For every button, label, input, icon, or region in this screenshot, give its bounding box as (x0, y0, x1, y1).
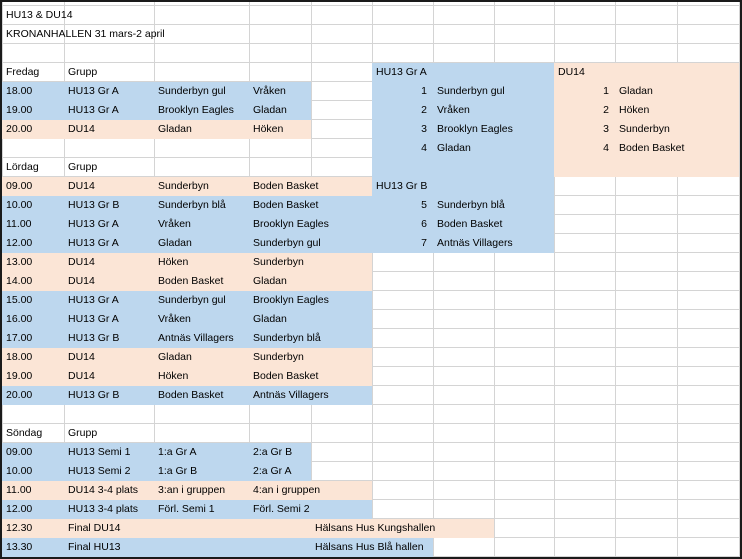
sunday-match-home-team[interactable]: 3:an i gruppen (158, 484, 226, 496)
group-title-du14[interactable]: DU14 (558, 66, 585, 78)
sunday-match-away-team[interactable]: 4:an i gruppen (253, 484, 321, 496)
group-hu13_a-team-name[interactable]: Brooklyn Eagles (437, 123, 513, 135)
group-du14-team-name[interactable]: Sunderbyn (619, 123, 670, 135)
group-hu13_a-team-name[interactable]: Vråken (437, 104, 470, 116)
friday-match-away-team[interactable]: Höken (253, 123, 284, 135)
sunday-match-time[interactable]: 12.00 (6, 503, 33, 515)
group-header-friday[interactable]: Grupp (68, 66, 98, 78)
saturday-match-home-team[interactable]: Vråken (158, 313, 191, 325)
sheet-title[interactable]: HU13 & DU14 (6, 9, 73, 21)
saturday-match-group[interactable]: HU13 Gr A (68, 313, 119, 325)
saturday-match-time[interactable]: 09.00 (6, 180, 33, 192)
group-hu13_a-team-name[interactable]: Sunderbyn gul (437, 85, 505, 97)
group-header-saturday[interactable]: Grupp (68, 161, 98, 173)
saturday-match-group[interactable]: HU13 Gr A (68, 237, 119, 249)
group-hu13_a-team-number[interactable]: 4 (421, 142, 427, 154)
sunday-match-time[interactable]: 13.30 (6, 541, 33, 553)
group-hu13_b-team-number[interactable]: 7 (421, 237, 427, 249)
saturday-match-away-team[interactable]: Sunderbyn (253, 256, 304, 268)
saturday-match-home-team[interactable]: Gladan (158, 237, 192, 249)
group-title-hu13-b[interactable]: HU13 Gr B (376, 180, 428, 192)
spreadsheet (2, 2, 740, 557)
sunday-match-group[interactable]: HU13 Semi 1 (68, 446, 131, 458)
saturday-match-home-team[interactable]: Vråken (158, 218, 191, 230)
sunday-match-time[interactable]: 10.00 (6, 465, 33, 477)
saturday-match-group[interactable]: HU13 Gr B (68, 389, 120, 401)
friday-match-time[interactable]: 20.00 (6, 123, 33, 135)
sunday-match-group[interactable]: Final DU14 (68, 522, 121, 534)
sunday-match-group[interactable]: DU14 3-4 plats (68, 484, 139, 496)
day-header-saturday[interactable]: Lördag (6, 161, 39, 173)
friday-match-time[interactable]: 18.00 (6, 85, 33, 97)
sunday-match-away-team[interactable]: 2:a Gr B (253, 446, 293, 458)
saturday-match-away-team[interactable]: Boden Basket (253, 370, 319, 382)
saturday-match-home-team[interactable]: Sunderbyn gul (158, 294, 226, 306)
saturday-match-time[interactable]: 19.00 (6, 370, 33, 382)
saturday-match-group[interactable]: DU14 (68, 256, 95, 268)
group-hu13_a-team-number[interactable]: 3 (421, 123, 427, 135)
sunday-match-group[interactable]: HU13 Semi 2 (68, 465, 131, 477)
saturday-match-home-team[interactable]: Antnäs Villagers (158, 332, 234, 344)
group-hu13_a-team-name[interactable]: Gladan (437, 142, 471, 154)
saturday-match-group[interactable]: DU14 (68, 180, 95, 192)
sunday-match-group[interactable]: Final HU13 (68, 541, 121, 553)
sunday-match-venue[interactable]: Hälsans Hus Kungshallen (315, 522, 436, 534)
saturday-match-group[interactable]: HU13 Gr A (68, 294, 119, 306)
saturday-match-time[interactable]: 16.00 (6, 313, 33, 325)
friday-match-group[interactable]: DU14 (68, 123, 95, 135)
friday-match-away-team[interactable]: Gladan (253, 104, 287, 116)
saturday-match-time[interactable]: 18.00 (6, 351, 33, 363)
friday-match-home-team[interactable]: Sunderbyn gul (158, 85, 226, 97)
friday-match-group[interactable]: HU13 Gr A (68, 104, 119, 116)
saturday-match-time[interactable]: 12.00 (6, 237, 33, 249)
saturday-match-home-team[interactable]: Höken (158, 370, 189, 382)
day-header-friday[interactable]: Fredag (6, 66, 40, 78)
group-du14-team-name[interactable]: Höken (619, 104, 650, 116)
saturday-match-time[interactable]: 14.00 (6, 275, 33, 287)
group-hu13_b-team-name[interactable]: Boden Basket (437, 218, 503, 230)
saturday-match-home-team[interactable]: Boden Basket (158, 275, 224, 287)
sunday-match-time[interactable]: 09.00 (6, 446, 33, 458)
group-hu13_b-team-number[interactable]: 6 (421, 218, 427, 230)
saturday-match-home-team[interactable]: Gladan (158, 351, 192, 363)
group-hu13_b-team-number[interactable]: 5 (421, 199, 427, 211)
saturday-match-group[interactable]: DU14 (68, 351, 95, 363)
friday-match-home-team[interactable]: Brooklyn Eagles (158, 104, 234, 116)
saturday-match-time[interactable]: 20.00 (6, 389, 33, 401)
saturday-match-group[interactable]: HU13 Gr A (68, 218, 119, 230)
friday-match-time[interactable]: 19.00 (6, 104, 33, 116)
saturday-match-home-team[interactable]: Höken (158, 256, 189, 268)
sunday-match-away-team[interactable]: 2:a Gr A (253, 465, 292, 477)
group-header-sunday[interactable]: Grupp (68, 427, 98, 439)
sunday-match-away-team[interactable]: Förl. Semi 2 (253, 503, 310, 515)
sheet-subtitle[interactable]: KRONANHALLEN 31 mars-2 april (6, 28, 165, 40)
saturday-match-home-team[interactable]: Boden Basket (158, 389, 224, 401)
group-du14-team-name[interactable]: Gladan (619, 85, 653, 97)
group-du14-team-name[interactable]: Boden Basket (619, 142, 685, 154)
group-du14-team-number[interactable]: 4 (603, 142, 609, 154)
friday-match-group[interactable]: HU13 Gr A (68, 85, 119, 97)
group-hu13_b-team-name[interactable]: Antnäs Villagers (437, 237, 513, 249)
sunday-match-home-team[interactable]: 1:a Gr A (158, 446, 197, 458)
saturday-match-away-team[interactable]: Boden Basket (253, 180, 319, 192)
group-du14-team-number[interactable]: 1 (603, 85, 609, 97)
saturday-match-away-team[interactable]: Antnäs Villagers (253, 389, 329, 401)
saturday-match-group[interactable]: HU13 Gr B (68, 332, 120, 344)
saturday-match-away-team[interactable]: Brooklyn Eagles (253, 218, 329, 230)
saturday-match-home-team[interactable]: Sunderbyn blå (158, 199, 226, 211)
group-hu13_a-team-number[interactable]: 2 (421, 104, 427, 116)
saturday-match-away-team[interactable]: Sunderbyn blå (253, 332, 321, 344)
group-title-hu13-a[interactable]: HU13 Gr A (376, 66, 427, 78)
saturday-match-time[interactable]: 10.00 (6, 199, 33, 211)
group-hu13_b-team-name[interactable]: Sunderbyn blå (437, 199, 505, 211)
saturday-match-time[interactable]: 17.00 (6, 332, 33, 344)
group-hu13_a-team-number[interactable]: 1 (421, 85, 427, 97)
friday-match-home-team[interactable]: Gladan (158, 123, 192, 135)
saturday-match-away-team[interactable]: Sunderbyn (253, 351, 304, 363)
saturday-match-home-team[interactable]: Sunderbyn (158, 180, 209, 192)
saturday-match-away-team[interactable]: Boden Basket (253, 199, 319, 211)
day-header-sunday[interactable]: Söndag (6, 427, 43, 439)
sunday-match-group[interactable]: HU13 3-4 plats (68, 503, 139, 515)
saturday-match-time[interactable]: 13.00 (6, 256, 33, 268)
saturday-match-away-team[interactable]: Gladan (253, 275, 287, 287)
friday-match-away-team[interactable]: Vråken (253, 85, 286, 97)
saturday-match-away-team[interactable]: Sunderbyn gul (253, 237, 321, 249)
saturday-match-group[interactable]: DU14 (68, 370, 95, 382)
group-du14-team-number[interactable]: 2 (603, 104, 609, 116)
saturday-match-group[interactable]: DU14 (68, 275, 95, 287)
saturday-match-group[interactable]: HU13 Gr B (68, 199, 120, 211)
saturday-match-away-team[interactable]: Gladan (253, 313, 287, 325)
sunday-match-home-team[interactable]: 1:a Gr B (158, 465, 198, 477)
group-du14-team-number[interactable]: 3 (603, 123, 609, 135)
sunday-match-time[interactable]: 11.00 (6, 484, 32, 496)
saturday-match-time[interactable]: 15.00 (6, 294, 33, 306)
sunday-match-venue[interactable]: Hälsans Hus Blå hallen (315, 541, 424, 553)
sunday-match-home-team[interactable]: Förl. Semi 1 (158, 503, 215, 515)
sunday-match-time[interactable]: 12.30 (6, 522, 33, 534)
saturday-match-time[interactable]: 11.00 (6, 218, 32, 230)
saturday-match-away-team[interactable]: Brooklyn Eagles (253, 294, 329, 306)
